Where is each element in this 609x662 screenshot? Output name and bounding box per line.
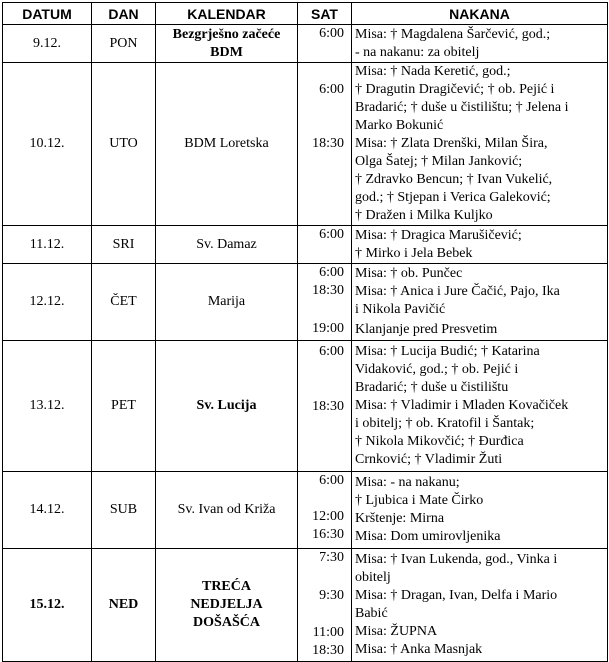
calendar-line: NEDJELJA <box>190 597 263 612</box>
intention-line: † Dražen i Milka Kuljko <box>355 208 493 223</box>
calendar-cell <box>156 226 298 264</box>
header-nakana: NAKANA <box>352 3 608 25</box>
time-value: 9:30 <box>319 588 344 603</box>
time-cell <box>298 264 352 341</box>
intention-cell <box>352 264 608 341</box>
intention-line: obitelj <box>355 570 391 585</box>
intention-cell <box>352 472 608 549</box>
date-cell: 11.12. <box>3 226 92 264</box>
intention-line: god.; † Stjepan i Verica Galeković; <box>355 190 551 205</box>
date-cell: 15.12. <box>3 549 92 662</box>
time-value: 18:30 <box>312 136 344 151</box>
time-value: 6:00 <box>319 82 344 97</box>
calendar-cell <box>156 472 298 549</box>
intention-line: Misa: ŽUPNA <box>355 624 438 639</box>
intention-line: Misa: † Ivan Lukenda, god., Vinka i <box>355 552 558 567</box>
calendar-line: Bezgrješno začeće <box>172 26 281 42</box>
intention-line: Misa: † Anica i Jure Čačić, Pajo, Ika <box>355 284 560 299</box>
intention-line: Misa: † Anka Masnjak <box>355 642 483 657</box>
date-cell: 12.12. <box>3 264 92 341</box>
calendar-line: DOŠAŠĆA <box>193 615 260 630</box>
calendar-line: Sv. Damaz <box>196 236 257 252</box>
header-row <box>3 3 608 25</box>
time-value: 18:30 <box>312 283 344 298</box>
time-value: 7:30 <box>319 550 344 565</box>
intention-line: Misa: † Dragan, Ivan, Delfa i Mario <box>355 588 558 603</box>
intention-line: † Ljubica i Mate Čirko <box>355 493 484 508</box>
time-value: 12:00 <box>312 509 344 524</box>
header-sat: SAT <box>298 3 352 25</box>
time-value: 18:30 <box>312 399 344 414</box>
intention-line: Misa: † ob. Punčec <box>355 266 463 281</box>
intention-line: † Zdravko Bencun; † Ivan Vukelić, <box>355 172 553 187</box>
table-row <box>3 63 608 226</box>
day-cell: SUB <box>92 472 156 549</box>
calendar-line: Sv. Ivan od Križa <box>177 502 276 517</box>
intention-line: Olga Šatej; † Milan Janković; <box>355 154 523 169</box>
table-row <box>3 341 608 472</box>
intention-line: Misa: † Magdalena Šarčević, god.; <box>355 26 551 42</box>
day-cell: UTO <box>92 63 156 226</box>
header-datum: DATUM <box>3 3 92 25</box>
calendar-cell <box>156 341 298 472</box>
time-value: 6:00 <box>319 473 344 488</box>
time-cell <box>298 63 352 226</box>
intention-line: Misa: - na nakanu; <box>355 475 460 490</box>
time-cell <box>298 549 352 662</box>
intention-line: - na nakanu: za obitelj <box>355 44 480 60</box>
intention-line: Marko Bokunić <box>355 118 444 133</box>
time-value: 6:00 <box>319 265 344 280</box>
time-cell <box>298 25 352 63</box>
day-cell: SRI <box>92 226 156 264</box>
date-cell: 10.12. <box>3 63 92 226</box>
intention-line: Bradarić; † duše u čistilištu; † Jelena i <box>355 100 569 115</box>
intention-line: † Nikola Mikovčić; † Đurđica <box>355 434 524 449</box>
table-row <box>3 549 608 662</box>
calendar-cell <box>156 25 298 63</box>
intention-line: Klanjanje pred Presvetim <box>355 322 498 337</box>
intention-cell <box>352 226 608 264</box>
calendar-cell <box>156 264 298 341</box>
time-value: 6:00 <box>319 344 344 359</box>
calendar-line: Sv. Lucija <box>196 398 257 413</box>
intention-line: Babić <box>355 606 388 621</box>
day-cell: PON <box>92 25 156 63</box>
day-cell: ČET <box>92 264 156 341</box>
intention-line: Misa: † Nada Keretić, god.; <box>355 64 511 79</box>
calendar-line: BDM <box>210 44 243 60</box>
intention-cell <box>352 549 608 662</box>
time-cell <box>298 472 352 549</box>
mass-schedule-table <box>2 2 608 662</box>
calendar-line: BDM Loretska <box>184 136 269 151</box>
date-cell: 14.12. <box>3 472 92 549</box>
intention-line: i Nikola Pavičić <box>355 302 446 317</box>
calendar-cell <box>156 63 298 226</box>
intention-line: Misa: Dom umirovljenika <box>355 529 501 544</box>
time-cell <box>298 341 352 472</box>
day-cell: NED <box>92 549 156 662</box>
calendar-line: TREĆA <box>201 579 251 594</box>
time-value: 6:00 <box>319 26 344 41</box>
time-value: 6:00 <box>319 227 344 242</box>
intention-line: Bradarić; † duše u čistilištu <box>355 380 509 395</box>
calendar-line: Marija <box>207 294 246 309</box>
intention-line: i obitelj; † ob. Kratofil i Šantak; <box>355 416 535 431</box>
table-row <box>3 264 608 341</box>
calendar-cell <box>156 549 298 662</box>
date-cell: 13.12. <box>3 341 92 472</box>
table-row <box>3 25 608 63</box>
intention-line: Misa: † Zlata Drenški, Milan Šira, <box>355 136 548 151</box>
time-value: 19:00 <box>312 321 344 336</box>
time-value: 18:30 <box>312 643 344 658</box>
intention-cell <box>352 63 608 226</box>
header-kalendar: KALENDAR <box>156 3 298 25</box>
intention-line: Vidaković, god.; † ob. Pejić i <box>355 362 519 377</box>
date-cell: 9.12. <box>3 25 92 63</box>
intention-line: Crnković; † Vladimir Žuti <box>355 452 503 467</box>
intention-line: Misa: † Vladimir i Mladen Kovačiček <box>355 398 569 413</box>
time-value: 11:00 <box>312 625 344 640</box>
table-row <box>3 472 608 549</box>
time-value: 16:30 <box>312 527 344 542</box>
header-dan: DAN <box>92 3 156 25</box>
intention-line: † Mirko i Jela Bebek <box>355 245 473 261</box>
time-cell <box>298 226 352 264</box>
intention-cell <box>352 341 608 472</box>
intention-line: Misa: † Lucija Budić; † Katarina <box>355 344 540 359</box>
intention-cell <box>352 25 608 63</box>
intention-line: Krštenje: Mirna <box>355 511 445 526</box>
table-row <box>3 226 608 264</box>
intention-line: † Dragutin Dragičević; † ob. Pejić i <box>355 82 555 97</box>
day-cell: PET <box>92 341 156 472</box>
intention-line: Misa: † Dragica Marušičević; <box>355 227 522 243</box>
